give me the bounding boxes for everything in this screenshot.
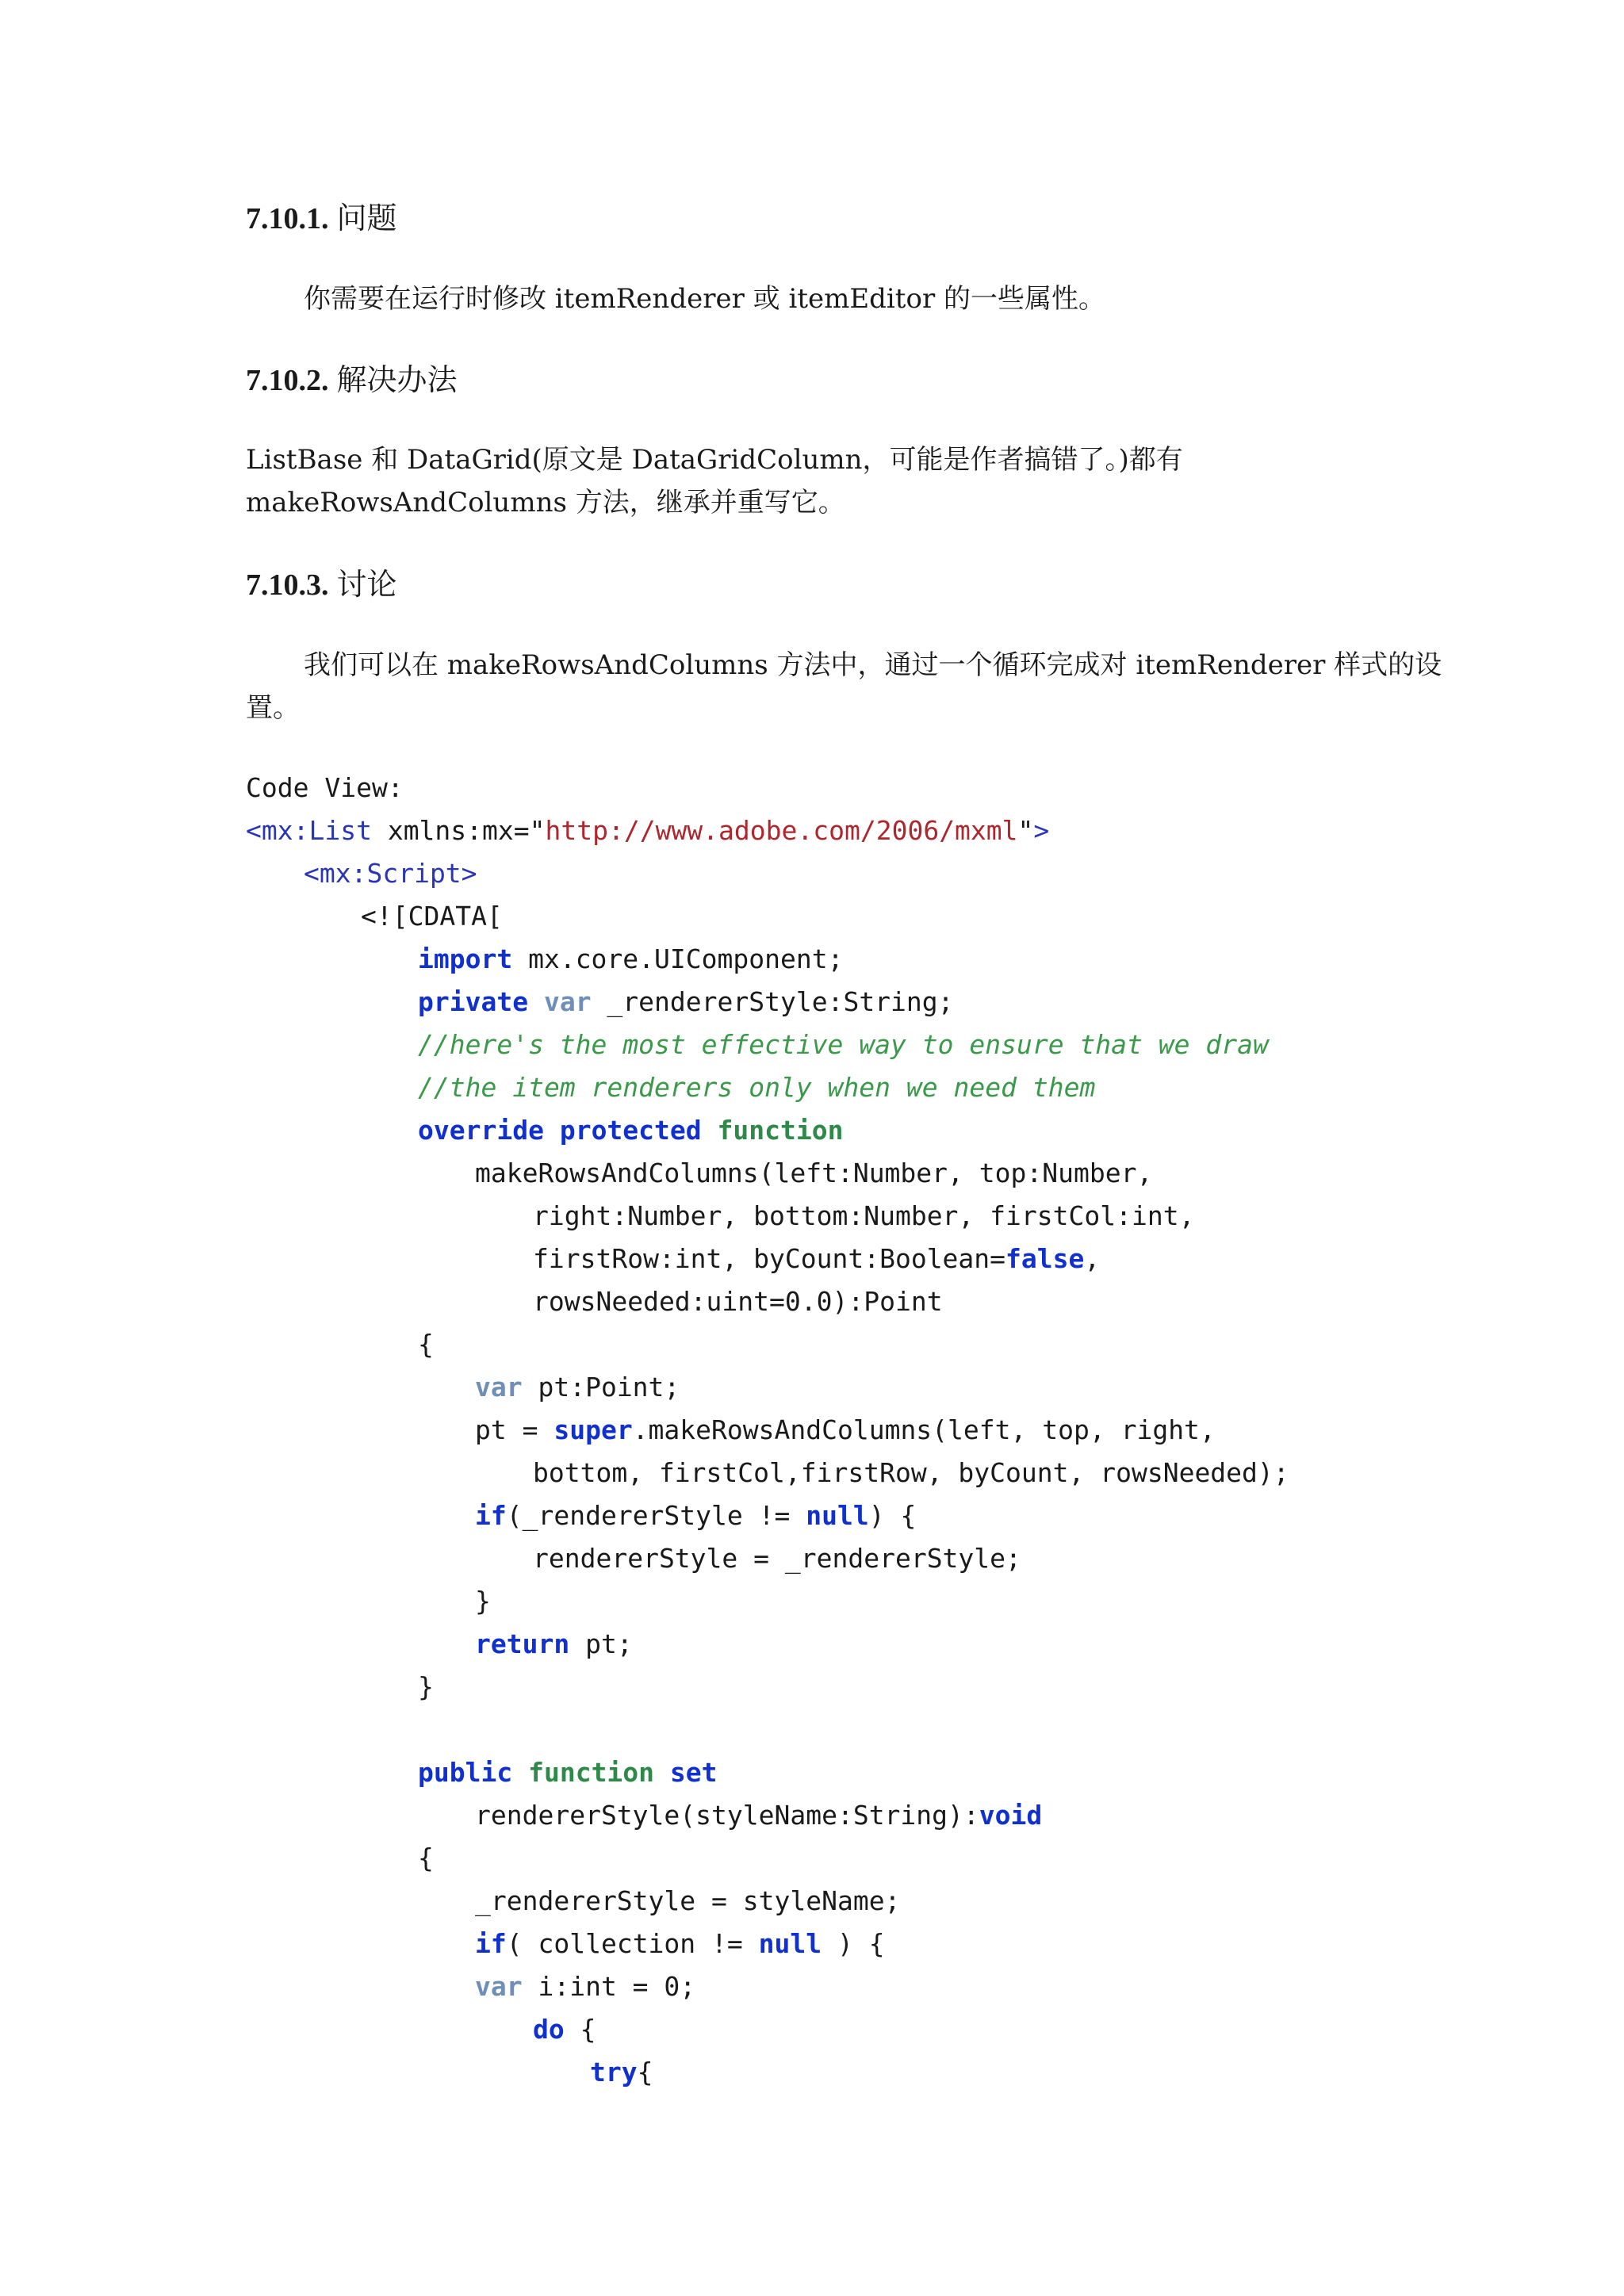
- code-line-7-comment: //the item renderers only when we need them: [418, 1072, 1096, 1103]
- code-line-22: [418, 1757, 718, 1788]
- code-line-8: [418, 1115, 844, 1146]
- code-line-11: [533, 1243, 1101, 1274]
- code-token: import: [418, 943, 513, 974]
- code-token: {: [564, 2014, 596, 2045]
- code-token: public: [418, 1757, 513, 1788]
- code-line-10: right:Number, bottom:Number, firstCol:int,: [533, 1200, 1195, 1231]
- code-token: return: [475, 1628, 570, 1659]
- code-line-4: [418, 943, 844, 974]
- code-token: null: [806, 1500, 869, 1531]
- code-token: _rendererStyle:String;: [591, 986, 954, 1017]
- code-line-21: }: [418, 1671, 434, 1702]
- problem-paragraph: 你需要在运行时修改 itemRenderer 或 itemEditor 的一些属性。: [304, 283, 1106, 315]
- code-line-23: [475, 1800, 1043, 1831]
- code-token: void: [979, 1800, 1043, 1831]
- code-token: (_rendererStyle !=: [506, 1500, 806, 1531]
- code-line-24: {: [418, 1843, 434, 1873]
- code-token: ) {: [822, 1928, 885, 1959]
- code-line-15: [475, 1414, 1216, 1445]
- code-token: mx.core.UIComponent;: [512, 943, 844, 974]
- section-title: 解决办法: [336, 362, 458, 397]
- code-token: var: [475, 1971, 523, 2002]
- code-token: var: [475, 1372, 523, 1402]
- section-heading-discussion: [246, 569, 397, 600]
- code-line-29: [590, 2059, 653, 2085]
- section-number: 7.10.1.: [246, 202, 329, 235]
- code-token: firstRow:int, byCount:Boolean=: [533, 1243, 1006, 1274]
- code-token: if: [475, 1928, 507, 1959]
- section-heading-problem: [246, 203, 397, 234]
- section-number: 7.10.3.: [246, 568, 329, 602]
- code-line-27: [475, 1971, 696, 2002]
- code-line-28: [533, 2014, 596, 2045]
- code-line-5: [418, 986, 954, 1017]
- section-title: 讨论: [336, 567, 397, 602]
- solution-paragraph-line1: ListBase 和 DataGrid(原文是 DataGridColumn，可能是作者搞错了。)都有: [246, 444, 1183, 476]
- discussion-paragraph-line1: 我们可以在 makeRowsAndColumns 方法中，通过一个循环完成对 itemRenderer 样式的设: [304, 649, 1442, 681]
- code-token: ": [1017, 815, 1034, 846]
- section-title: 问题: [336, 201, 397, 235]
- solution-paragraph-line2: makeRowsAndColumns 方法，继承并重写它。: [246, 487, 845, 519]
- code-token: override: [418, 1115, 544, 1146]
- code-line-17: [475, 1502, 916, 1529]
- code-line-18: rendererStyle = _rendererStyle;: [533, 1543, 1021, 1574]
- code-line-6-comment: //here's the most effective way to ensure that we draw: [418, 1029, 1269, 1060]
- code-token: if: [475, 1500, 507, 1531]
- code-token: private: [418, 986, 529, 1017]
- code-token: false: [1005, 1243, 1085, 1274]
- code-token: ,: [1084, 1243, 1101, 1274]
- code-line-9: makeRowsAndColumns(left:Number, top:Number,: [475, 1158, 1153, 1188]
- code-token: <mx:List: [246, 815, 372, 846]
- code-token: ) {: [868, 1500, 917, 1531]
- code-line-14: [475, 1374, 680, 1400]
- code-token: var: [543, 986, 592, 1017]
- code-token: function: [528, 1757, 655, 1788]
- code-token: {: [637, 2057, 653, 2087]
- code-token: xmlns:mx=": [371, 815, 546, 846]
- code-line-1: [246, 817, 1049, 844]
- code-token: protected: [559, 1115, 702, 1146]
- code-token: null: [758, 1928, 822, 1959]
- code-line-19: }: [475, 1586, 491, 1617]
- section-number: 7.10.2.: [246, 364, 329, 397]
- code-token: rendererStyle(styleName:String):: [475, 1800, 979, 1831]
- code-line-12: rowsNeeded:uint=0.0):Point: [533, 1286, 943, 1317]
- code-token: .makeRowsAndColumns(left, top, right,: [632, 1414, 1216, 1445]
- code-line-2: <mx:Script>: [304, 858, 477, 889]
- code-token: super: [553, 1414, 633, 1445]
- code-token: pt:Point;: [522, 1372, 680, 1402]
- discussion-paragraph-line2: 置。: [246, 692, 300, 724]
- section-heading-solution: [246, 362, 458, 397]
- code-token: pt;: [569, 1628, 633, 1659]
- code-line-13: {: [418, 1329, 434, 1360]
- code-token: http://www.adobe.com/2006/mxml: [545, 815, 1018, 846]
- code-token: do: [533, 2014, 565, 2045]
- code-token: pt =: [475, 1414, 554, 1445]
- code-token: >: [1033, 815, 1050, 846]
- code-token: ( collection !=: [506, 1928, 759, 1959]
- code-line-26: [475, 1928, 885, 1959]
- code-token: function: [717, 1115, 844, 1146]
- code-view-label: Code View:: [246, 772, 404, 803]
- code-line-25: _rendererStyle = styleName;: [475, 1885, 901, 1916]
- code-token: try: [590, 2057, 638, 2087]
- code-token: set: [669, 1757, 718, 1788]
- code-token: i:int = 0;: [522, 1971, 696, 2002]
- code-line-16: bottom, firstCol,firstRow, byCount, rowsNeeded);: [533, 1457, 1289, 1488]
- code-line-20: [475, 1628, 633, 1659]
- code-line-3: <![CDATA[: [361, 901, 503, 932]
